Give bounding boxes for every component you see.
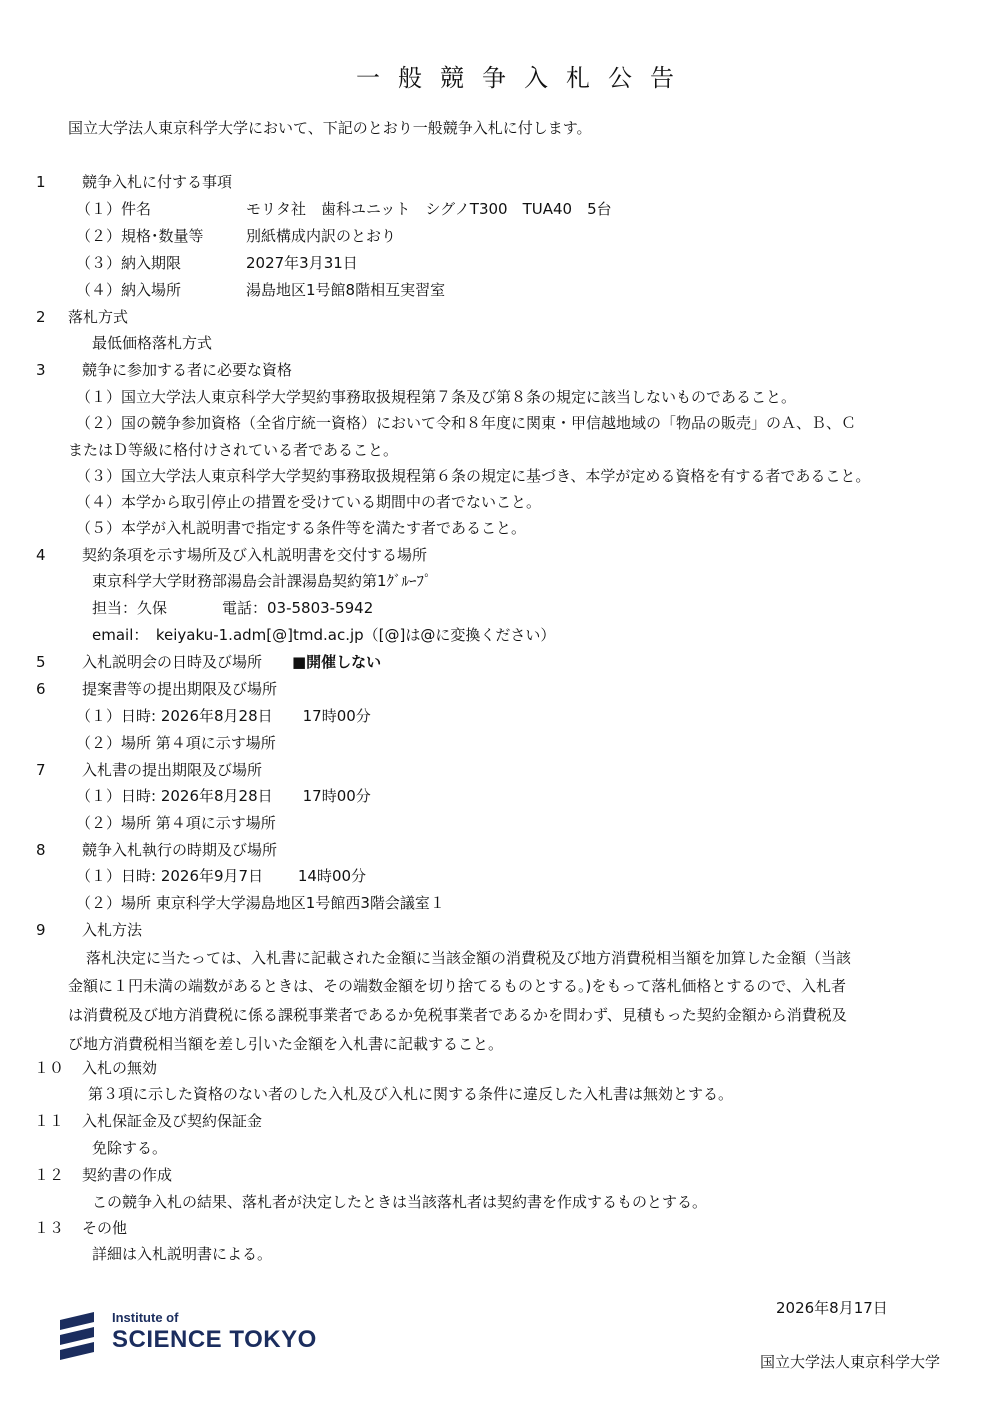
section-3-line: またはＤ等級に格付けされている者であること。 xyxy=(68,441,399,459)
section-3-line: （４）本学から取引停止の措置を受けている期間中の者でないこと。 xyxy=(76,493,542,511)
item-3-value: 2027年3月31日 xyxy=(246,254,358,272)
section-12-number: １２ xyxy=(34,1166,65,1184)
section-1-heading: 競争入札に付する事項 xyxy=(82,173,233,191)
item-2-value: 別紙構成内訳のとおり xyxy=(246,227,397,245)
section-9-line: 金額に１円未満の端数があるときは、その端数金額を切り捨てるものとする。)をもって落札価格とするので、入札者 xyxy=(68,977,847,995)
section-4-heading: 契約条項を示す場所及び入札説明書を交付する場所 xyxy=(82,546,428,564)
section-5-number: 5 xyxy=(36,653,46,671)
logo-text-science-tokyo: SCIENCE TOKYO xyxy=(112,1326,317,1353)
section-2-heading: 落札方式 xyxy=(68,308,129,326)
science-tokyo-logo xyxy=(58,1308,318,1368)
section-3-line: （２）国の競争参加資格（全省庁統一資格）において令和８年度に関東・甲信越地域の「物品の販売」のＡ、Ｂ、Ｃ xyxy=(76,414,857,432)
section-10-heading: 入札の無効 xyxy=(82,1059,158,1077)
section-10-body: 第３項に示した資格のない者のした入札及び入札に関する条件に違反した入札書は無効とする。 xyxy=(88,1085,734,1103)
section-8-place: （２）場所 東京科学大学湯島地区1号館西3階会議室１ xyxy=(76,894,445,912)
contact-phone: 電話：03-5803-5942 xyxy=(222,599,374,617)
section-12-body: この競争入札の結果、落札者が決定したときは当該落札者は契約書を作成するものとする。 xyxy=(92,1193,708,1211)
section-13-body: 詳細は入札説明書による。 xyxy=(92,1245,273,1263)
contact-email: email： keiyaku-1.adm[@]tmd.ac.jp（[@]は@に変換ください） xyxy=(92,626,556,644)
section-9-line: 落札決定に当たっては、入札書に記載された金額に当該金額の消費税及び地方消費税相当額を加算した金額（当該 xyxy=(86,949,852,967)
section-9-line: は消費税及び地方消費税に係る課税事業者であるか免税事業者であるかを問わず、見積もった契約金額から消費税及 xyxy=(68,1006,847,1024)
section-6-heading: 提案書等の提出期限及び場所 xyxy=(82,680,278,698)
notice-date: 2026年8月17日 xyxy=(776,1299,888,1317)
logo-text-institute: Institute of xyxy=(112,1310,179,1325)
section-8-date: （１）日時: 2026年9月7日 14時00分 xyxy=(76,867,367,885)
section-10-number: １０ xyxy=(34,1059,65,1077)
section-3-heading: 競争に参加する者に必要な資格 xyxy=(82,361,293,379)
item-2-label: （２）規格･数量等 xyxy=(76,227,204,245)
intro-text: 国立大学法人東京科学大学において、下記のとおり一般競争入札に付します。 xyxy=(68,119,592,137)
section-2-number: 2 xyxy=(36,308,46,326)
section-7-heading: 入札書の提出期限及び場所 xyxy=(82,761,263,779)
section-4-number: 4 xyxy=(36,546,46,564)
section-11-number: １１ xyxy=(34,1112,65,1130)
section-6-date: （１）日時: 2026年8月28日 17時00分 xyxy=(76,707,371,725)
item-4-label: （４）納入場所 xyxy=(76,281,182,299)
section-13-number: １３ xyxy=(34,1219,65,1237)
section-11-heading: 入札保証金及び契約保証金 xyxy=(82,1112,263,1130)
section-9-number: 9 xyxy=(36,921,46,939)
section-3-line: （３）国立大学法人東京科学大学契約事務取扱規程第６条の規定に基づき、本学が定める資格を有する者であること。 xyxy=(76,467,871,485)
item-4-value: 湯島地区1号館8階相互実習室 xyxy=(246,281,446,299)
section-6-place: （２）場所 第４項に示す場所 xyxy=(76,734,276,752)
page-title: 一般競争入札公告 xyxy=(356,64,692,92)
section-7-place: （２）場所 第４項に示す場所 xyxy=(76,814,276,832)
section-9-heading: 入札方法 xyxy=(82,921,143,939)
issuing-organization: 国立大学法人東京科学大学 xyxy=(760,1353,941,1371)
section-12-heading: 契約書の作成 xyxy=(82,1166,173,1184)
logo-mark-icon xyxy=(58,1312,98,1360)
contact-person: 担当：久保 xyxy=(92,599,168,617)
section-1-number: 1 xyxy=(36,173,46,191)
section-6-number: 6 xyxy=(36,680,46,698)
contact-office: 東京科学大学財務部湯島会計課湯島契約第1ｸﾞﾙｰﾌﾟ xyxy=(92,572,432,590)
section-3-line: （５）本学が入札説明書で指定する条件等を満たす者であること。 xyxy=(76,519,527,537)
section-3-line: （１）国立大学法人東京科学大学契約事務取扱規程第７条及び第８条の規定に該当しないものであること。 xyxy=(76,388,797,406)
section-7-date: （１）日時: 2026年8月28日 17時00分 xyxy=(76,787,371,805)
section-11-body: 免除する。 xyxy=(92,1139,168,1157)
section-9-line: び地方消費税相当額を差し引いた金額を入札書に記載すること。 xyxy=(68,1035,504,1053)
section-13-heading: その他 xyxy=(82,1219,128,1237)
section-2-body: 最低価格落札方式 xyxy=(92,334,213,352)
item-3-label: （３）納入期限 xyxy=(76,254,182,272)
section-8-heading: 競争入札執行の時期及び場所 xyxy=(82,841,278,859)
section-7-number: 7 xyxy=(36,761,46,779)
item-1-value: モリタ社 歯科ユニット シグノT300 TUA40 5台 xyxy=(246,200,612,218)
section-5-value: ■開催しない xyxy=(292,653,382,671)
section-5-heading: 入札説明会の日時及び場所 xyxy=(82,653,263,671)
item-1-label: （１）件名 xyxy=(76,200,152,218)
section-3-number: 3 xyxy=(36,361,46,379)
section-8-number: 8 xyxy=(36,841,46,859)
